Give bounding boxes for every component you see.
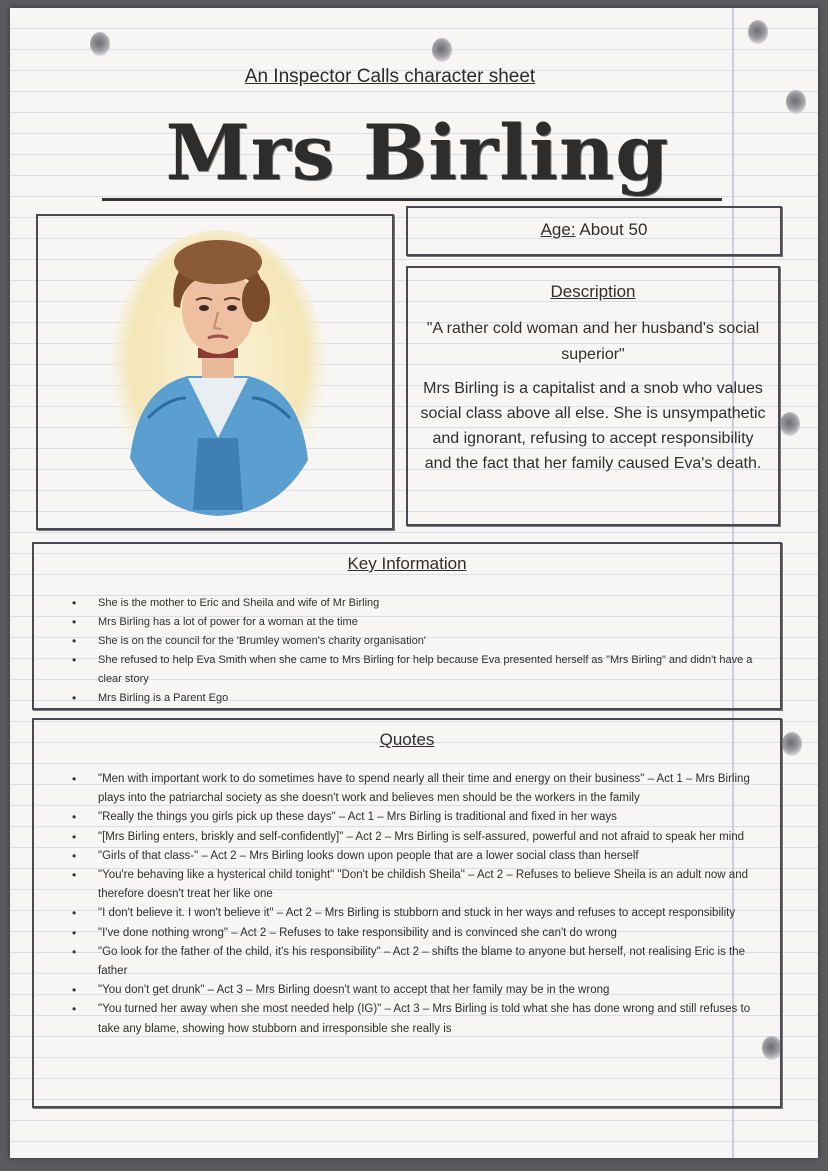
description-box	[406, 266, 780, 526]
list-item: • Mrs Birling has a lot of power for a woman at the time	[78, 613, 758, 632]
key-information-box	[32, 542, 782, 710]
character-name-title: Mrs Birling	[165, 108, 670, 197]
list-item: • "You turned her away when she most needed help (IG)" – Act 3 – Mrs Birling is told what she has done wrong and still refuses to take any blame, showing how stubborn and irresponsible she really is	[78, 1000, 758, 1038]
key-information-list	[78, 594, 758, 708]
list-item: • "You don't get drunk" – Act 3 – Mrs Birling doesn't want to accept that her family may be in the wrong	[78, 981, 758, 1000]
portrait-box	[36, 214, 394, 530]
list-item: • "Men with important work to do sometimes have to spend nearly all their time and energy on their business" – Act 1 – Mrs Birling plays into the patriarchal society as she doesn't work and believes men should be the workers in the family	[78, 770, 758, 808]
portrait-illustration	[108, 228, 328, 518]
key-information-heading: Key Information	[347, 554, 467, 573]
list-item: • "[Mrs Birling enters, briskly and self-confidently]" – Act 2 – Mrs Birling is self-assured, powerful and not afraid to speak her mind	[78, 828, 758, 847]
description-body: Mrs Birling is a capitalist and a snob who values social class above all else. She is unsympathetic and ignorant, refusing to accept responsibility and the fact that her family caused Eva's death.	[420, 380, 766, 472]
list-item: • "Go look for the father of the child, it's his responsibility" – Act 2 – shifts the blame to anyone but herself, not realising Eric is the father	[78, 943, 758, 981]
list-item: • She is on the council for the 'Brumley women's charity organisation'	[78, 632, 758, 651]
hole-punch-icon	[748, 20, 768, 44]
quotes-list	[78, 770, 758, 1039]
sheet-title: An Inspector Calls character sheet	[244, 66, 536, 87]
list-item: • "I don't believe it. I won't believe it" – Act 2 – Mrs Birling is stubborn and stuck in her ways and refuses to accept responsibility	[78, 904, 758, 923]
list-item: • "Really the things you girls pick up these days" – Act 1 – Mrs Birling is traditional and fixed in her ways	[78, 808, 758, 827]
list-item: • She refused to help Eva Smith when she came to Mrs Birling for help because Eva presented herself as "Mrs Birling" and didn't have a clear story	[78, 651, 758, 689]
list-item: • Mrs Birling is a Parent Ego	[78, 689, 758, 708]
hole-punch-icon	[432, 38, 452, 62]
list-item: • "I've done nothing wrong" – Act 2 – Refuses to take responsibility and is convinced she can't do wrong	[78, 924, 758, 943]
list-item: • She is the mother to Eric and Sheila and wife of Mr Birling	[78, 594, 758, 613]
quotes-heading: Quotes	[379, 730, 435, 749]
title-underline	[102, 198, 722, 201]
quotes-box	[32, 718, 782, 1108]
hole-punch-icon	[780, 412, 800, 436]
hole-punch-icon	[90, 32, 110, 56]
worksheet-page	[10, 8, 818, 1158]
hole-punch-icon	[782, 732, 802, 756]
age-box	[406, 206, 782, 256]
age-text	[408, 220, 780, 240]
age-value: About 50	[579, 220, 648, 239]
list-item: • "You're behaving like a hysterical child tonight" "Don't be childish Sheila" – Act 2 – Refuses to believe Sheila is an adult now and therefore doesn't treat her like one	[78, 866, 758, 904]
list-item: • "Girls of that class-" – Act 2 – Mrs Birling looks down upon people that are a lower social class than herself	[78, 847, 758, 866]
description-quote: "A rather cold woman and her husband's social superior"	[426, 320, 760, 363]
age-label: Age:	[540, 220, 576, 239]
description-heading: Description	[550, 282, 636, 301]
